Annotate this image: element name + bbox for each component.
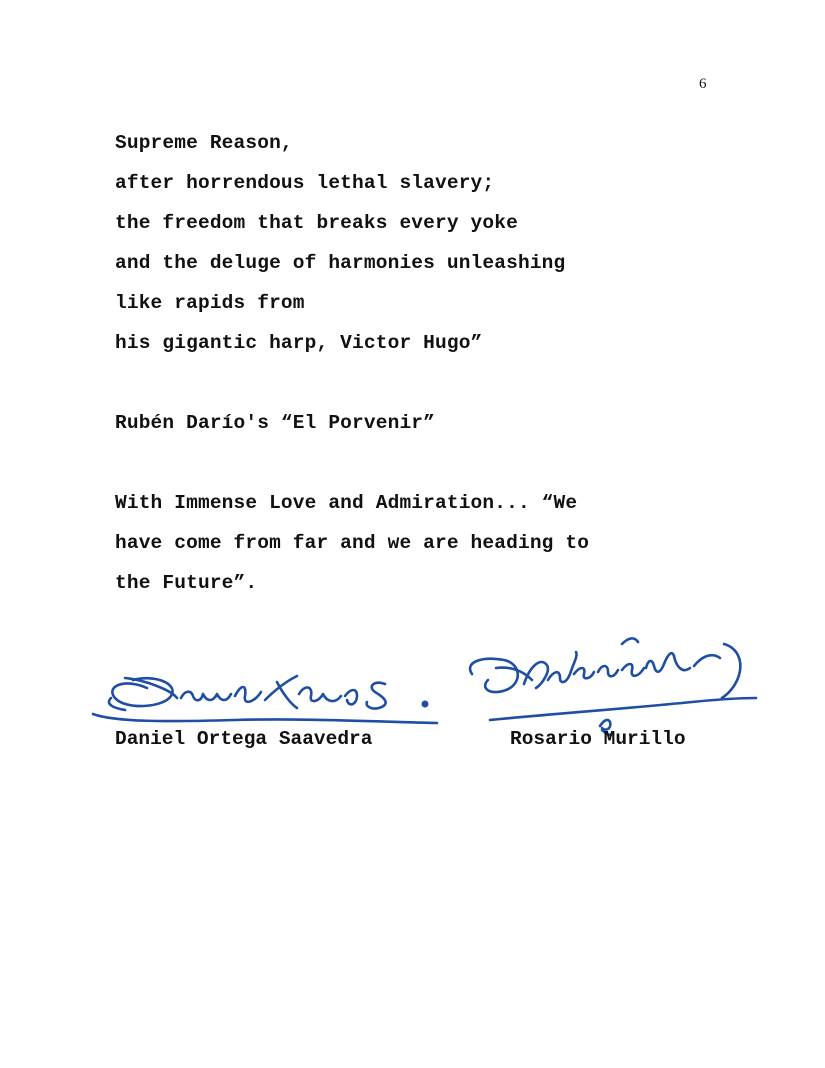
signature-daniel-ortega (85, 650, 445, 730)
poem-line: Supreme Reason, (115, 132, 293, 154)
poem-line: like rapids from (115, 292, 305, 314)
signature-rosario-murillo (462, 622, 762, 742)
poem-citation: Rubén Darío's “El Porvenir” (115, 412, 436, 434)
signatory-name-left: Daniel Ortega Saavedra (115, 728, 373, 750)
poem-line: his gigantic harp, Victor Hugo” (115, 332, 483, 354)
poem-line: and the deluge of harmonies unleashing (115, 252, 566, 274)
page-number: 6 (699, 76, 707, 92)
closing-line: have come from far and we are heading to (115, 532, 590, 554)
signatory-name-right: Rosario Murillo (510, 728, 686, 750)
closing-line: With Immense Love and Admiration... “We (115, 492, 578, 514)
closing-line: the Future”. (115, 572, 258, 594)
poem-line: the freedom that breaks every yoke (115, 212, 518, 234)
poem-line: after horrendous lethal slavery; (115, 172, 495, 194)
